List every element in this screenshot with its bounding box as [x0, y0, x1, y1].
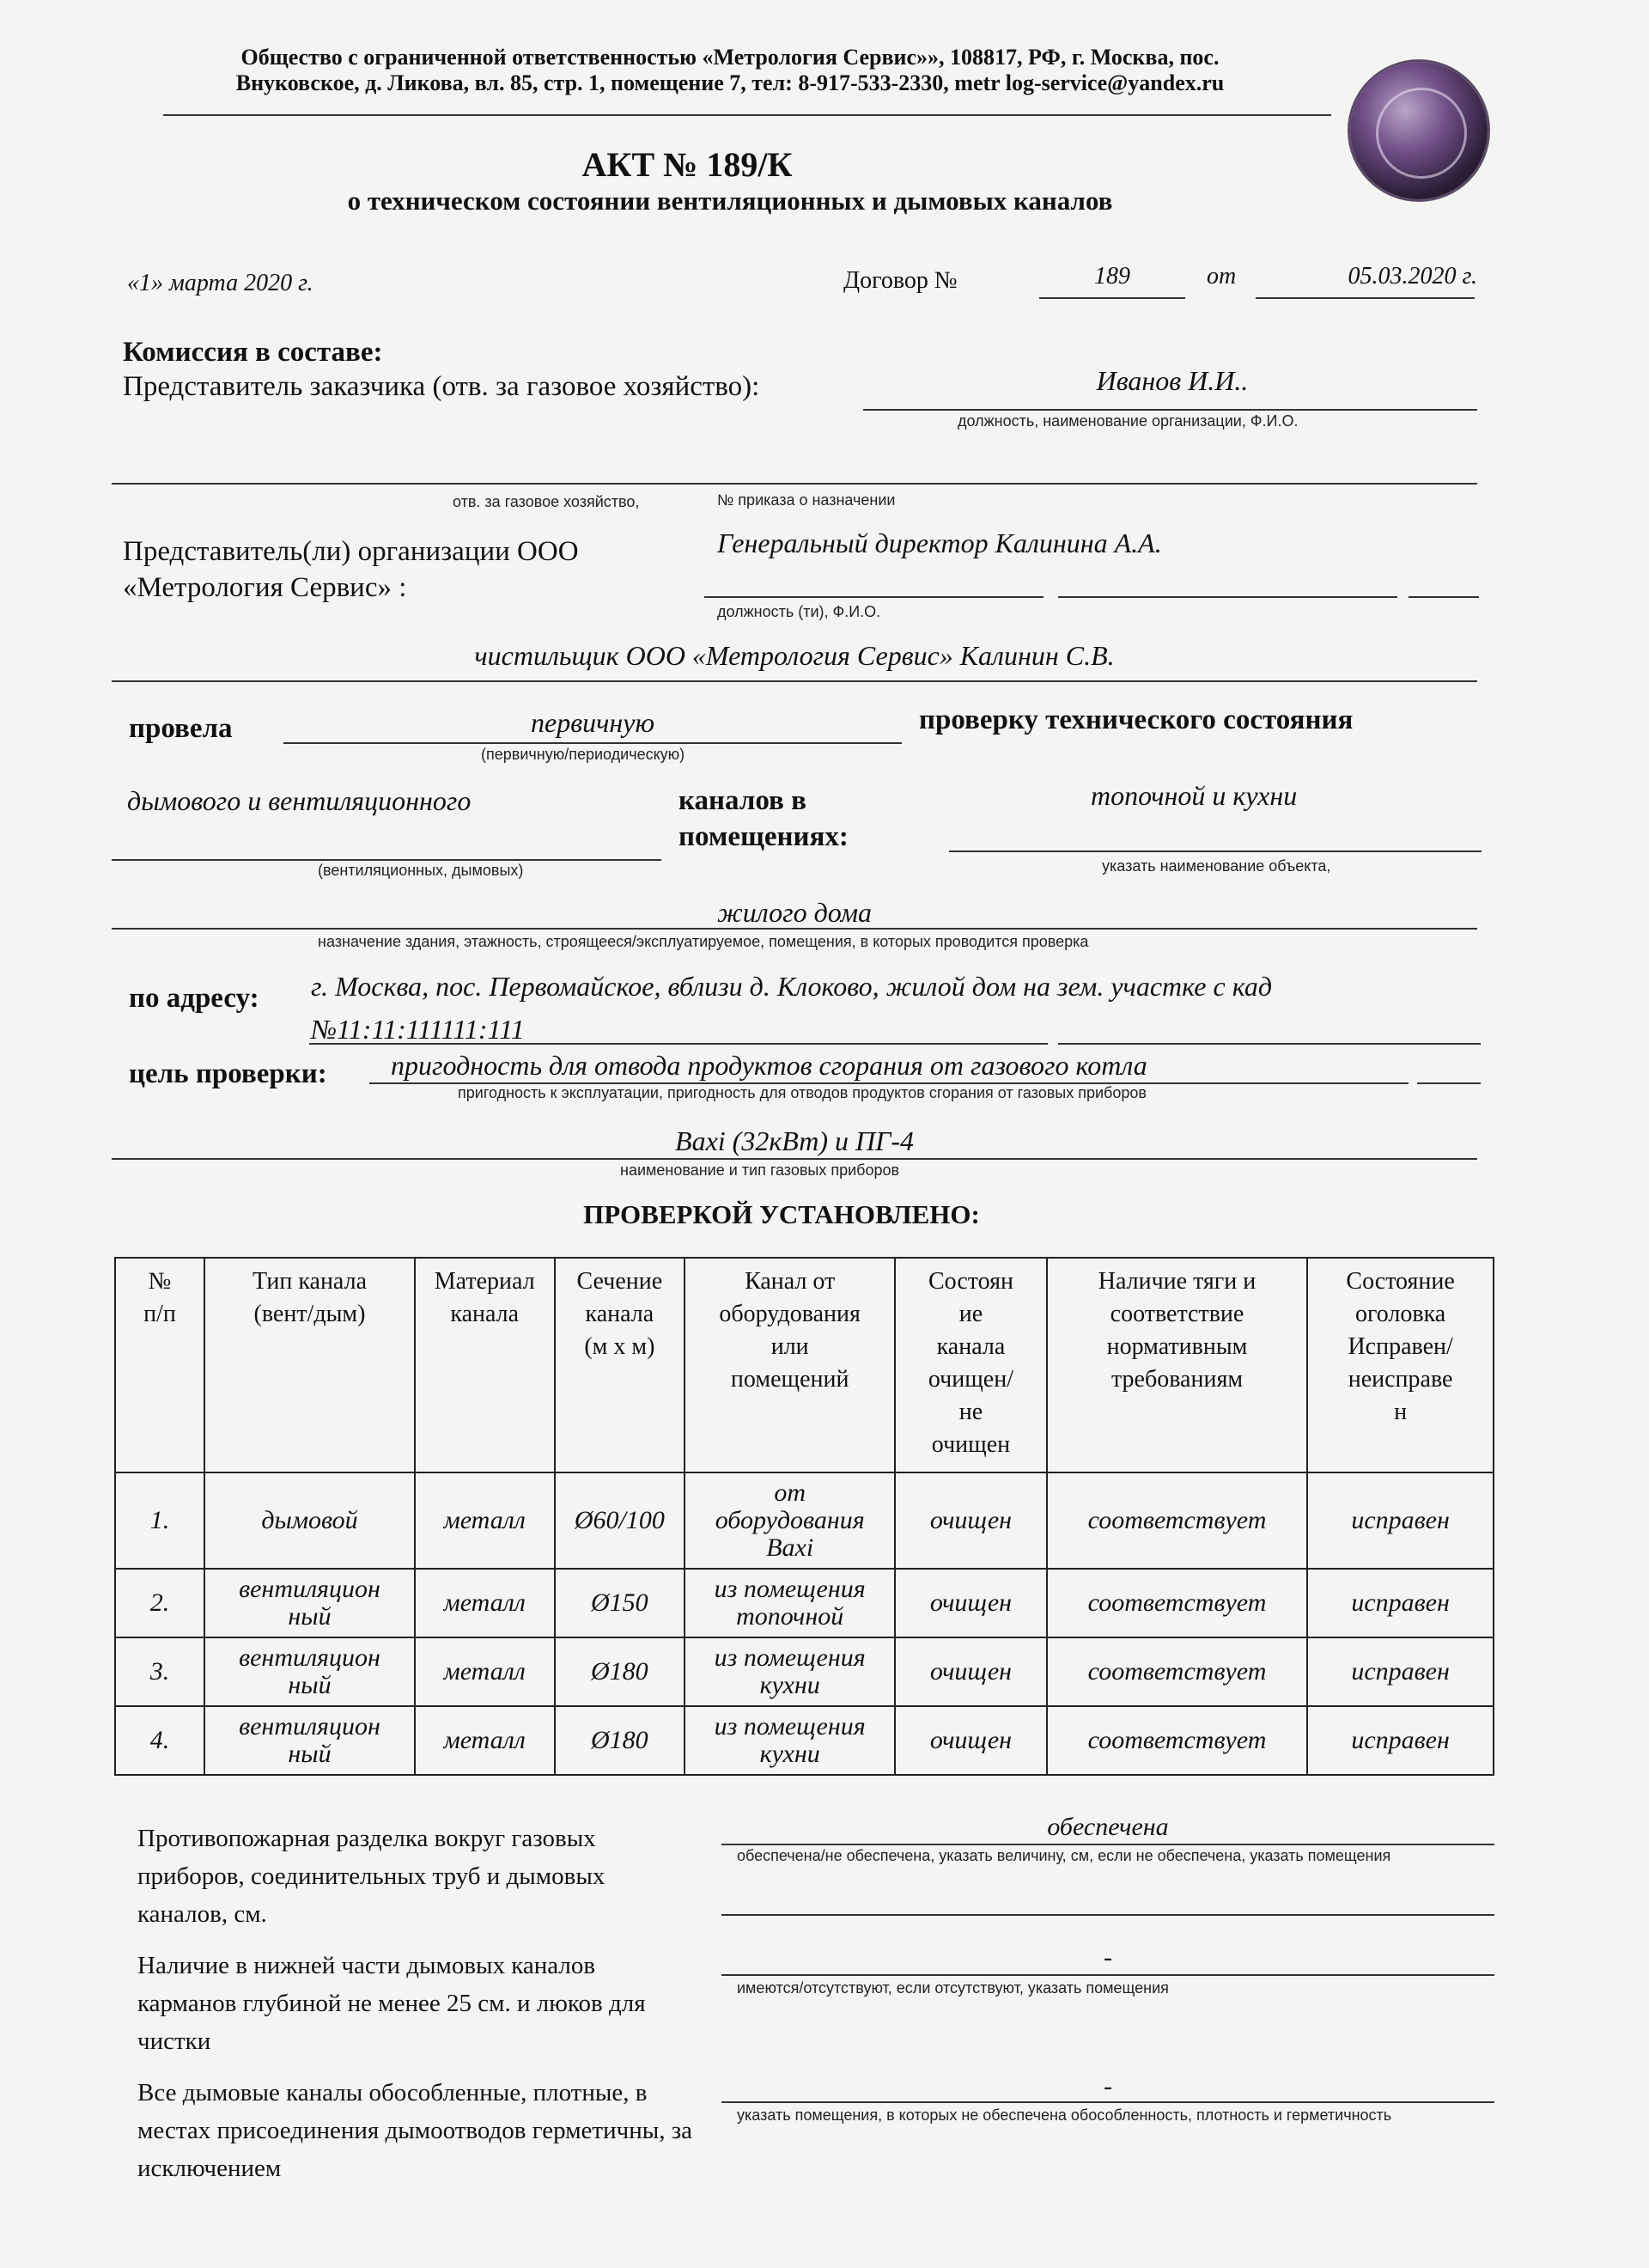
table-cell-col-section: Ø180: [555, 1637, 685, 1706]
conducted-label: провела: [129, 713, 233, 744]
tech-state-label: проверку технического состояния: [919, 704, 1354, 735]
pockets-caption: имеются/отсутствуют, если отсутствуют, указать помещения: [737, 1979, 1169, 1997]
channels-table: [114, 1257, 1494, 1776]
address-line2: №11:11:111111:111: [311, 1014, 525, 1045]
org-rep-line-1: [704, 596, 1044, 598]
table-cell-col-channel-type: вентиляцион ный: [204, 1637, 415, 1706]
customer-rep-line: [863, 409, 1477, 411]
customer-rep-caption: должность, наименование организации, Ф.И.О.: [958, 412, 1299, 430]
table-row: [115, 1706, 1494, 1775]
building-line: [112, 928, 1477, 930]
table-cell-col-head-state: исправен: [1307, 1637, 1494, 1706]
org-header-line2: Внуковское, д. Ликова, вл. 85, стр. 1, помещение 7, тел: 8-917-533-2330, metr log-service@yandex.ru: [235, 70, 1225, 95]
table-cell-col-material: металл: [415, 1706, 555, 1775]
contract-number-line: [1039, 297, 1185, 299]
act-title: АКТ № 189/К: [581, 145, 793, 184]
table-cell-col-draft: соответствует: [1047, 1569, 1307, 1637]
contract-date-line: [1256, 297, 1475, 299]
purpose-line-end: [1417, 1082, 1481, 1084]
separate-channels-caption: указать помещения, в которых не обеспечена обособленность, плотность и герметичность: [737, 2106, 1392, 2124]
table-cell-col-head-state: исправен: [1307, 1472, 1494, 1569]
table-header-col-cleaned: Состоян ие канала очищен/ не очищен: [895, 1258, 1047, 1472]
channel-type-value: дымового и вентиляционного: [127, 785, 472, 816]
rooms-label-2: помещениях:: [678, 821, 849, 852]
contract-label: Договор №: [843, 267, 958, 294]
pockets-value: -: [1104, 1943, 1112, 1972]
table-row: [115, 1472, 1494, 1569]
table-cell-col-head-state: исправен: [1307, 1569, 1494, 1637]
table-header-col-material: Материал канала: [415, 1258, 555, 1472]
table-cell-col-draft: соответствует: [1047, 1472, 1307, 1569]
table-cell-col-section: Ø180: [555, 1706, 685, 1775]
table-cell-col-head-state: исправен: [1307, 1706, 1494, 1775]
table-cell-col-cleaned: очищен: [895, 1637, 1047, 1706]
contract-number: 189: [1094, 263, 1130, 290]
separate-channels-label: Все дымовые каналы обособленные, плотные, в местах присоединения дымоотводов герметичны, за исключением: [137, 2079, 693, 2182]
address-line-b: [1058, 1043, 1481, 1045]
conducted-line: [283, 742, 902, 744]
devices-value: Baxi (32кВт) и ПГ-4: [675, 1125, 914, 1156]
conducted-value: первичную: [531, 707, 654, 738]
cleaner-value: чистильщик ООО «Метрология Сервис» Калинин С.В.: [474, 640, 1115, 671]
header-rule: [163, 114, 1331, 116]
channel-type-caption: (вентиляционных, дымовых): [318, 862, 524, 879]
org-rep-label-2: «Метрология Сервис» :: [123, 572, 407, 603]
rooms-value: топочной и кухни: [1091, 780, 1298, 811]
address-line-a: [309, 1043, 1048, 1045]
fire-separation-caption: обеспечена/не обеспечена, указать величину, см, если не обеспечена, указать помещения: [737, 1847, 1391, 1864]
table-header-col-number: № п/п: [115, 1258, 204, 1472]
cleaner-line: [112, 680, 1477, 682]
commission-heading: Комиссия в составе:: [123, 337, 383, 368]
building-caption: назначение здания, этажность, строящееся/эксплуатируемое, помещения, в которых проводится проверка: [318, 933, 1089, 950]
separate-channels-value: -: [1104, 2072, 1112, 2100]
table-cell-col-channel-type: вентиляцион ный: [204, 1706, 415, 1775]
customer-order-line: [112, 483, 1477, 485]
table-cell-col-channel-from: из помещения кухни: [685, 1637, 895, 1706]
table-cell-col-draft: соответствует: [1047, 1637, 1307, 1706]
purpose-caption: пригодность к эксплуатации, пригодность для отводов продуктов сгорания от газовых приборов: [458, 1084, 1147, 1101]
act-date: «1» марта 2020 г.: [127, 270, 313, 296]
rooms-label-1: каналов в: [678, 785, 806, 816]
table-cell-col-material: металл: [415, 1569, 555, 1637]
table-cell-col-channel-type: вентиляцион ный: [204, 1569, 415, 1637]
table-cell-col-material: металл: [415, 1637, 555, 1706]
table-cell-col-channel-from: от оборудования Baxi: [685, 1472, 895, 1569]
company-seal: [1350, 62, 1488, 199]
table-header-col-section: Сечение канала (м х м): [555, 1258, 685, 1472]
org-rep-caption: должность (ти), Ф.И.О.: [717, 603, 881, 620]
established-heading: ПРОВЕРКОЙ УСТАНОВЛЕНО:: [583, 1199, 980, 1229]
building-value: жилого дома: [717, 897, 872, 928]
table-cell-col-cleaned: очищен: [895, 1569, 1047, 1637]
table-cell-col-section: Ø60/100: [555, 1472, 685, 1569]
table-header-col-channel-type: Тип канала (вент/дым): [204, 1258, 415, 1472]
contract-date: 05.03.2020 г.: [1348, 263, 1477, 290]
table-cell-col-number: 4.: [115, 1706, 204, 1775]
table-header-col-head-state: Состояние оголовка Исправен/ неисправе н: [1307, 1258, 1494, 1472]
address-line1: г. Москва, пос. Первомайское, вблизи д. Клоково, жилой дом на зем. участке с кад: [311, 971, 1273, 1002]
org-rep-value: Генеральный директор Калинина А.А.: [717, 527, 1162, 558]
address-label: по адресу:: [129, 983, 259, 1014]
table-header-col-draft: Наличие тяги и соответствие нормативным требованиям: [1047, 1258, 1307, 1472]
purpose-value: пригодность для отвода продуктов сгорания от газового котла: [391, 1050, 1147, 1081]
table-cell-col-number: 3.: [115, 1637, 204, 1706]
conducted-caption: (первичную/периодическую): [481, 746, 685, 763]
pockets-label: Наличие в нижней части дымовых каналов карманов глубиной не менее 25 см. и люков для чистки: [137, 1952, 646, 2055]
table-cell-col-number: 1.: [115, 1472, 204, 1569]
org-header-line1: Общество с ограниченной ответственностью «Метрология Сервис»», 108817, РФ, г. Москва, пос.: [240, 45, 1220, 70]
pockets-line: [721, 1974, 1494, 1976]
fire-separation-label: Противопожарная разделка вокруг газовых приборов, соединительных труб и дымовых каналов, см.: [137, 1825, 605, 1928]
table-cell-col-channel-from: из помещения кухни: [685, 1706, 895, 1775]
act-subtitle: о техническом состоянии вентиляционных и дымовых каналов: [347, 186, 1113, 216]
table-row: [115, 1569, 1494, 1637]
table-cell-col-cleaned: очищен: [895, 1706, 1047, 1775]
org-rep-label-1: Представитель(ли) организации ООО: [123, 536, 579, 567]
table-cell-col-material: металл: [415, 1472, 555, 1569]
org-rep-line-3: [1409, 596, 1479, 598]
customer-rep-label: Представитель заказчика (отв. за газовое хозяйство):: [123, 371, 760, 402]
channel-type-line: [112, 859, 661, 861]
fire-separation-line: [721, 1844, 1494, 1845]
table-cell-col-draft: соответствует: [1047, 1706, 1307, 1775]
table-cell-col-cleaned: очищен: [895, 1472, 1047, 1569]
rooms-caption: указать наименование объекта,: [1102, 857, 1331, 875]
table-header-col-channel-from: Канал от оборудования или помещений: [685, 1258, 895, 1472]
table-cell-col-number: 2.: [115, 1569, 204, 1637]
order-caption-a: отв. за газовое хозяйство,: [453, 493, 640, 510]
table-row: [115, 1637, 1494, 1706]
fire-separation-line-2: [721, 1914, 1494, 1916]
separate-channels-line: [721, 2101, 1494, 2103]
table-cell-col-channel-type: дымовой: [204, 1472, 415, 1569]
devices-line: [112, 1158, 1477, 1160]
devices-caption: наименование и тип газовых приборов: [620, 1161, 900, 1179]
org-rep-line-2: [1058, 596, 1397, 598]
table-cell-col-channel-from: из помещения топочной: [685, 1569, 895, 1637]
table-header-row: [115, 1258, 1494, 1472]
fire-separation-value: обеспечена: [1047, 1813, 1169, 1841]
purpose-label: цель проверки:: [129, 1058, 327, 1089]
order-caption-b: № приказа о назначении: [717, 491, 896, 509]
contract-from-label: от: [1207, 263, 1237, 290]
customer-rep-value: Иванов И.И..: [1096, 365, 1249, 396]
table-cell-col-section: Ø150: [555, 1569, 685, 1637]
rooms-line: [949, 850, 1482, 852]
